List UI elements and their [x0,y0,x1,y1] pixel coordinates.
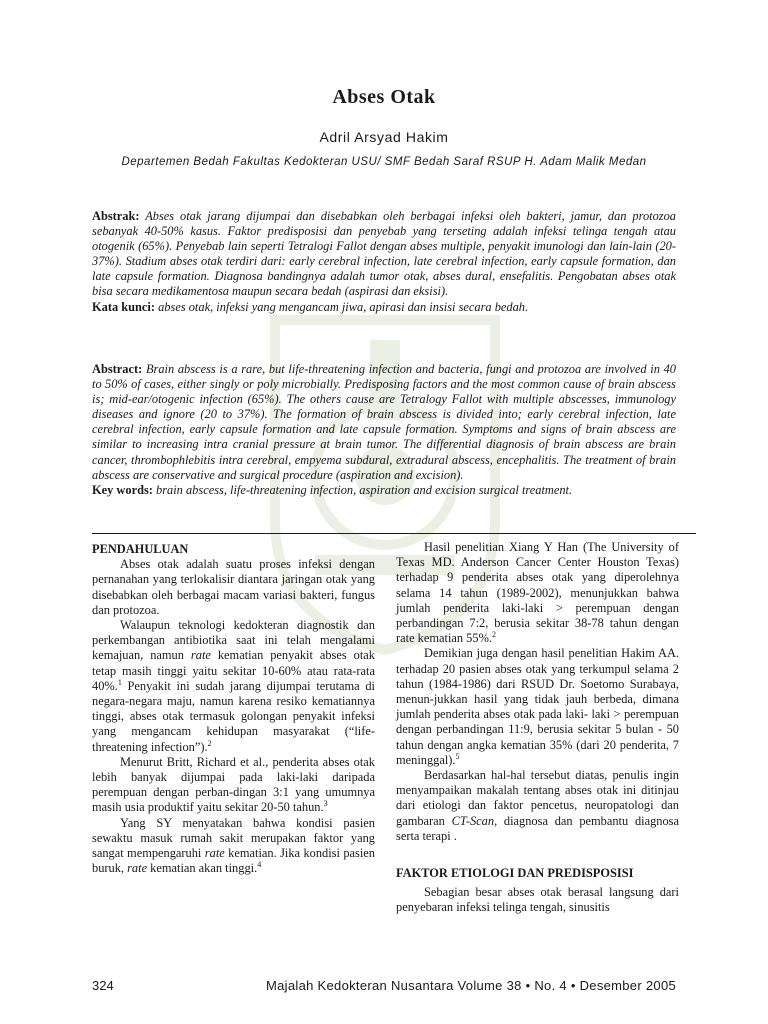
paragraph: Berdasarkan hal-hal tersebut diatas, penulis ingin menyampaikan makalah tentang abses otak ini ditinjau dari etiologi dan faktor pencetus, neuropatologi dan gambaran CT-Scan, diagnosa dan pembantu diagnosa serta terapi . [396,768,679,843]
journal-citation: Majalah Kedokteran Nusantara Volume 38 • No. 4 • Desember 2005 [266,978,676,993]
abstract-label: Abstract: [92,362,143,376]
citation: 2 [207,738,212,748]
section-divider [92,533,696,534]
paragraph: Abses otak adalah suatu proses infeksi dengan pernanahan yang terlokalisir diantara jaringan otak yang disebabkan oleh berbagai macam variasi bakteri, fungus dan protozoa. [92,557,375,617]
author-name: Adril Arsyad Hakim [319,129,449,145]
keywords-text: brain abscess, life-threatening infection, aspiration and excision surgical treatment. [156,482,573,497]
page-title: Abses Otak [332,86,436,108]
paragraph: Demikian juga dengan hasil penelitian Hakim AA. terhadap 20 pasien abses otak yang terkumpul selama 2 tahun (1984-1986) dari RSUD Dr. Soetomo Surabaya, menun-jukkan hasil yang tidak jauh berbeda, dimana jumlah penderita abses otak pada laki- laki > perempuan dengan perbandingan 11:9, berusia sekitar 5 bulan - 50 tahun dengan angka kematian 35% (dari 20 penderita, 7 meninggal).$^5$ [396,646,679,767]
citation: 3 [323,799,328,809]
section-heading: FAKTOR ETIOLOGI DAN PREDISPOSISI [396,866,634,881]
paragraph: Sebagian besar abses otak berasal langsung dari penyebaran infeksi telinga tengah, sinusitis [396,885,679,915]
citation: 2 [492,630,496,640]
paragraph: Yang SY menyatakan bahwa kondisi pasien sewaktu masuk rumah sakit merupakan faktor yang sangat mempengaruhi rate kematian. Jika kondisi pasien buruk, rate kematian akan tinggi.$^4$ [92,815,375,876]
keywords-label: Kata kunci: [92,299,155,314]
page-number: 324 [92,978,114,993]
citation: 1 [117,677,122,687]
body-column-left [92,540,375,876]
paragraph: Hasil penelitian Xiang Y Han (The University of Texas MD. Anderson Cancer Center Houston Texas) terhadap 9 penderita abses otak yang diperolehnya selama 14 tahun (1989-2002), menunjukkan bahwa jumlah penderita laki-laki > perempuan dengan perbandingan 7:2, berusia sekitar 38-78 tahun dengan rate kematian 55%.$^2$ [396,540,679,646]
abstract-label: Abstrak: [92,209,140,223]
keywords-label: Key words: [92,482,153,497]
abstract-english [92,362,676,498]
section-heading: PENDAHULUAN [92,542,189,556]
affiliation: Departemen Bedah Fakultas Kedokteran USU/ SMF Bedah Saraf RSUP H. Adam Malik Medan [121,156,647,168]
citation: 4 [257,860,262,870]
abstract-text: Brain abscess is a rare, but life-threatening infection and bacteria, fungi and protozoa are involved in 40 to 50% of cases, either singly or poly microbially. Predisposing factors and the most common cause of brain abscess is; mid-ear/otogenic infection (65%). The others cause are Tetralogy Fallot with multiple abscesses, immunology diseases and ignore (20 to 37%). The formation of brain abscess is divided into; early cerebral infection, late cerebral infection, early capsule formation and late capsule formation. Symptoms and signs of brain abscess are similar to increasing intra cranial pressure at brain tumor. The differential diagnosis of brain abscess are brain cancer, thrombophlebitis intra cerebral, empyema subdural, extradural abscess, encephalitis. The treatment of brain abscess are conservative and surgical procedure (aspiration and excision). [92,362,676,482]
abstract-text: Abses otak jarang dijumpai dan disebabkan oleh berbagai infeksi oleh bakteri, jamur, dan protozoa sebanyak 40-50% kasus. Faktor predisposisi dan penyebab yang terseting adalah infeksi telinga tengah atau otogenik (65%). Penyebab lain seperti Tetralogi Fallot dengan abses multiple, penyakit imunologi dan lain-lain (20-37%). Stadium abses otak terdiri dari: early cerebral infection, late cerebral infection, early capsule formation, dan late capsule formation. Diagnosa bandingnya adalah tumor otak, abses dural, ensefalitis. Pengobatan abses otak bisa secara medikamentosa maupun secara bedah (aspirasi dan eksisi). [92,209,677,299]
keywords-text: abses otak, infeksi yang mengancam jiwa, apirasi dan insisi secara bedah. [158,299,529,314]
paragraph: Walaupun teknologi kedokteran diagnostik dan perkembangan antibiotika saat ini telah mengalami kemajuan, namun rate kematian penyakit abses otak tetap masih tinggi yaitu sekitar 10-60% atau rata-rata 40%.$^1$ Penyakit ini sudah jarang dijumpai terutama di negara-negara maju, namun karena resiko kematiannya tinggi, abses otak termasuk golongan penyakit infeksi yang mengancam kehidupan masyarakat (“life-threatening infection”).$^2$ [92,618,375,754]
abstract-indonesian [92,209,676,315]
paragraph: Menurut Britt, Richard et al., penderita abses otak lebih banyak dijumpai pada laki-laki daripada perempuan dengan perban-dingan 3:1 yang umumnya masih usia produktif yaitu sekitar 20-50 tahun.$^3$ [92,754,375,815]
body-column-right [396,540,679,916]
citation: 5 [455,751,460,761]
